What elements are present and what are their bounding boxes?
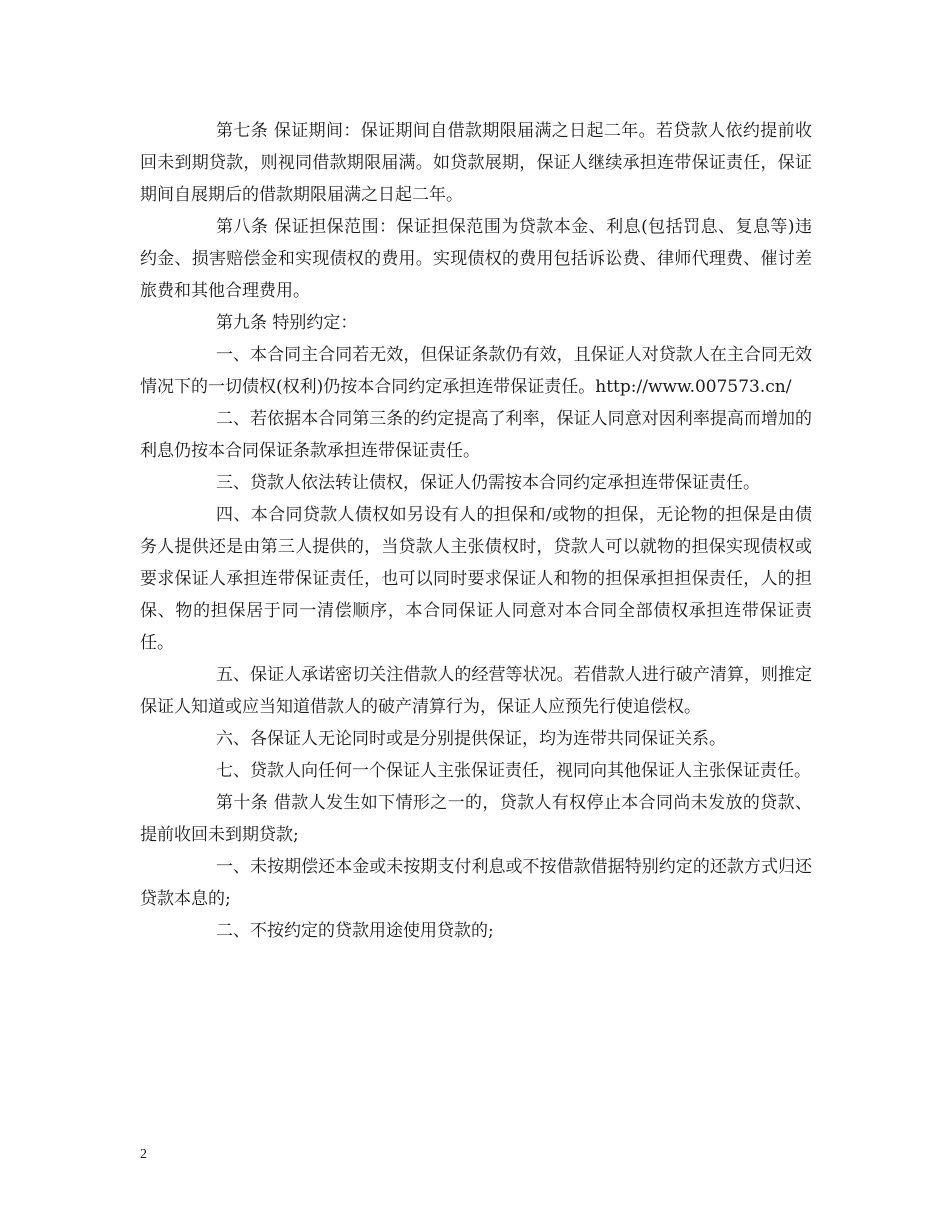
- clause-9-item-4: 四、本合同贷款人债权如另设有人的担保和/或物的担保，无论物的担保是由债务人提供还是由第三人提供的，当贷款人主张债权时，贷款人可以就物的担保实现债权或要求保证人承担连带保证责任，也可以同时要求保证人和物的担保承担担保责任，人的担保、物的担保居于同一清偿顺序，本合同保证人同意对本合同全部债权承担连带保证责任。: [140, 505, 812, 653]
- clause-9-item-7: 七、贷款人向任何一个保证人主张保证责任，视同向其他保证人主张保证责任。: [216, 761, 811, 781]
- document-body: [140, 115, 812, 947]
- clause-9-item-3: 三、贷款人依法转让债权，保证人仍需按本合同约定承担连带保证责任。: [216, 473, 760, 493]
- clause-10-item-2: 二、不按约定的贷款用途使用贷款的;: [216, 921, 494, 941]
- clause-7-paragraph: 第七条 保证期间：保证期间自借款期限届满之日起二年。若贷款人依约提前收回未到期贷款，则视同借款期限届满。如贷款展期，保证人继续承担连带保证责任，保证期间自展期后的借款期限届满之日起二年。: [140, 121, 812, 205]
- clause-10-item-1: 一、未按期偿还本金或未按期支付利息或不按借款借据特别约定的还款方式归还贷款本息的;: [140, 857, 812, 909]
- page-number: 2: [140, 1147, 147, 1162]
- clause-9-item-2: 二、若依据本合同第三条的约定提高了利率，保证人同意对因利率提高而增加的利息仍按本合同保证条款承担连带保证责任。: [140, 409, 812, 461]
- clause-9-heading: 第九条 特别约定：: [216, 313, 358, 333]
- clause-9-item-1: 一、本合同主合同若无效，但保证条款仍有效，且保证人对贷款人在主合同无效情况下的一切债权(权利)仍按本合同约定承担连带保证责任。http://www.007573.cn/: [140, 345, 812, 397]
- clause-10-paragraph: 第十条 借款人发生如下情形之一的，贷款人有权停止本合同尚未发放的贷款、提前收回未到期贷款;: [140, 793, 812, 845]
- clause-9-item-6: 六、各保证人无论同时或是分别提供保证，均为连带共同保证关系。: [216, 729, 726, 749]
- clause-8-paragraph: 第八条 保证担保范围：保证担保范围为贷款本金、利息(包括罚息、复息等)违约金、损害赔偿金和实现债权的费用。实现债权的费用包括诉讼费、律师代理费、催讨差旅费和其他合理费用。: [140, 217, 812, 301]
- clause-9-item-5: 五、保证人承诺密切关注借款人的经营等状况。若借款人进行破产清算，则推定保证人知道或应当知道借款人的破产清算行为，保证人应预先行使追偿权。: [140, 665, 812, 717]
